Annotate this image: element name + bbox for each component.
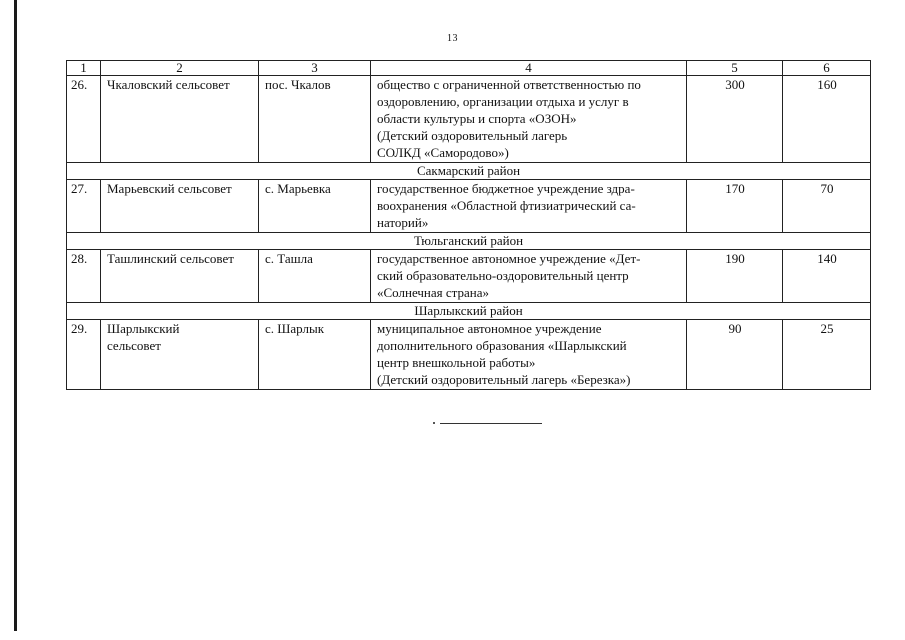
column-number-5: 5 [687,61,783,76]
village-council: Марьевский сельсовет [101,180,259,233]
district-name: Тюльганский район [67,233,871,250]
value-column-6: 160 [783,76,871,163]
value-column-5: 300 [687,76,783,163]
page-number: 13 [447,33,458,44]
value-column-5: 170 [687,180,783,233]
value-column-6: 70 [783,180,871,233]
row-number: 29. [67,320,101,390]
binding-edge-line [14,0,17,631]
value-column-6: 140 [783,250,871,303]
settlement: пос. Чкалов [259,76,371,163]
table-row [67,76,871,163]
district-row [67,303,871,320]
column-number-4: 4 [371,61,687,76]
end-of-document-rule [440,423,542,424]
value-column-5: 90 [687,320,783,390]
institution-name: общество с ограниченной ответственностью по оздоровлению, организации отдыха и услуг в области культуры и спорта «ОЗОН» (Детский оздоровительный лагерь СОЛКД «Самородово») [371,76,687,163]
column-number-6: 6 [783,61,871,76]
facilities-table [66,60,871,390]
row-number: 27. [67,180,101,233]
settlement: с. Марьевка [259,180,371,233]
table-row [67,320,871,390]
village-council: Шарлыкский сельсовет [101,320,259,390]
value-column-5: 190 [687,250,783,303]
district-name: Шарлыкский район [67,303,871,320]
row-number: 28. [67,250,101,303]
district-name: Сакмарский район [67,163,871,180]
district-row [67,233,871,250]
table-row [67,250,871,303]
village-council: Чкаловский сельсовет [101,76,259,163]
value-column-6: 25 [783,320,871,390]
institution-name: муниципальное автономное учреждение дополнительного образования «Шарлыкский центр внешкольной работы» (Детский оздоровительный лагерь «Березка») [371,320,687,390]
settlement: с. Шарлык [259,320,371,390]
column-number-3: 3 [259,61,371,76]
settlement: с. Ташла [259,250,371,303]
column-number-header-row [67,61,871,76]
district-row [67,163,871,180]
row-number: 26. [67,76,101,163]
column-number-2: 2 [101,61,259,76]
institution-name: государственное бюджетное учреждение здра- воохранения «Областной фтизиатрический са- наторий» [371,180,687,233]
village-council: Ташлинский сельсовет [101,250,259,303]
institution-name: государственное автономное учреждение «Дет- ский образовательно-оздоровительный центр «Солнечная страна» [371,250,687,303]
column-number-1: 1 [67,61,101,76]
table-row [67,180,871,233]
end-rule-dot [433,422,435,424]
